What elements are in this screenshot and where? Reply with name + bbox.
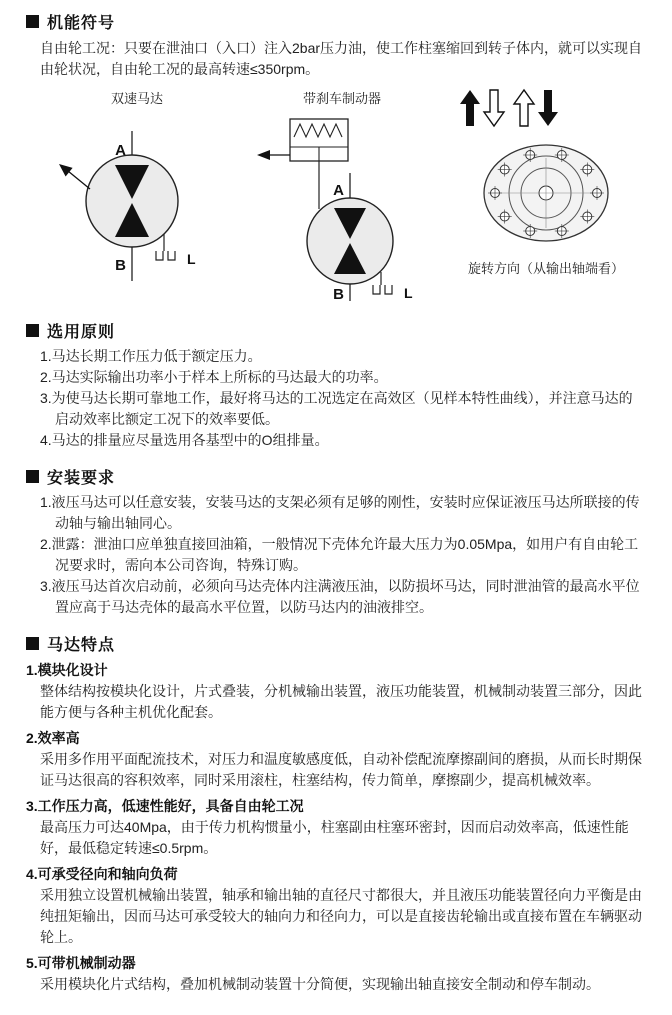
section-title-function-symbols: 机能符号: [47, 15, 116, 32]
feature-body: 采用独立设置机械输出装置，轴承和输出轴的直径尺寸都很大，并且液压功能装置径向力平衡是由纯扭矩输出，因而马达可承受较大的轴向力和径向力，可以是直接齿轮输出或直接布置在车辆驱动轮上。: [40, 887, 642, 945]
list-item: 1.液压马达可以任意安装，安装马达的支架必须有足够的刚性，安装时应保证液压马达所联接的传动轴与输出轴同心。: [40, 494, 640, 531]
brake-motor-caption: 带刹车制动器: [302, 91, 381, 106]
section-header-installation-requirements: [26, 465, 646, 488]
dual-speed-motor-caption: 双速马达: [110, 91, 163, 106]
list-item: 4.马达的排量应尽量选用各基型中的O组排量。: [40, 432, 329, 448]
port-b-label: B: [333, 286, 344, 303]
section-marker-icon: [26, 470, 39, 483]
feature-heading: 3.工作压力高，低速性能好，具备自由轮工况: [26, 798, 304, 814]
section-header-function-symbols: [26, 10, 646, 33]
motor-features-list: [26, 660, 646, 995]
list-item: 2.泄露：泄油口应单独直接回油箱，一般情况下壳体允许最大压力为0.05Mpa，如用户有自由轮工况要求时，需向本公司咨询，特殊订购。: [40, 536, 639, 573]
section-marker-icon: [26, 324, 39, 337]
function-symbols-intro: 自由轮工况：只要在泄油口（入口）注入2bar压力油，使工作柱塞缩回到转子体内，就可以实现自由轮状况，自由轮工况的最高转速≤350rpm。: [40, 40, 643, 77]
rotation-direction-caption: 旋转方向（从输出轴端看）: [467, 261, 624, 276]
list-item: 3.为使马达长期可靠地工作，最好将马达的工况选定在高效区（见样本特性曲线），并注意马达的启动效率比额定工况下的效率要低。: [40, 390, 633, 427]
feature-heading: 2.效率高: [26, 730, 80, 746]
installation-requirements-list: [40, 492, 646, 618]
port-a-label: A: [115, 142, 126, 159]
port-a-label: A: [333, 182, 344, 199]
dual-speed-motor-diagram: [32, 109, 242, 287]
feature-item: [26, 864, 646, 948]
selection-principles-list: [40, 346, 646, 451]
brake-motor-figure: [242, 88, 442, 305]
feature-heading: 1.模块化设计: [26, 662, 108, 678]
output-flange-view: [484, 145, 608, 241]
port-l-label: L: [404, 285, 413, 301]
dual-speed-motor-figure: [32, 88, 242, 287]
section-title-selection-principles: 选用原则: [47, 324, 116, 341]
shaft-arrow-icon: [59, 164, 90, 189]
rotation-direction-diagram: [446, 88, 646, 256]
feature-item: [26, 728, 646, 791]
section-marker-icon: [26, 15, 39, 28]
section-header-selection-principles: [26, 319, 646, 342]
section-header-motor-features: [26, 632, 646, 655]
port-b-label: B: [115, 257, 126, 274]
direction-arrows-icon: [460, 90, 558, 126]
feature-body: 整体结构按模块化设计，片式叠装，分机械输出装置，液压功能装置，机械制动装置三部分，因此能方便与各种主机优化配套。: [40, 683, 642, 720]
section-marker-icon: [26, 637, 39, 650]
figures-row: [32, 88, 646, 305]
feature-item: [26, 660, 646, 723]
feature-body: 采用多作用平面配流技术，对压力和温度敏感度低，自动补偿配流摩擦副间的磨损，从而长时期保证马达很高的容积效率，同时采用滚柱，柱塞结构，传力简单，摩擦副少，提高机械效率。: [40, 751, 642, 788]
section-title-motor-features: 马达特点: [47, 637, 116, 654]
list-item: 1.马达长期工作压力低于额定压力。: [40, 348, 262, 364]
brake-release-arrow-icon: [257, 150, 290, 160]
section-title-installation-requirements: 安装要求: [47, 470, 116, 487]
brake-symbol: [290, 119, 348, 161]
port-l-label: L: [187, 251, 196, 267]
list-item: 2.马达实际输出功率小于样本上所标的马达最大的功率。: [40, 369, 388, 385]
rotation-direction-figure: [446, 88, 646, 277]
feature-heading: 5.可带机械制动器: [26, 955, 136, 971]
list-item: 3.液压马达首次启动前，必须向马达壳体内注满液压油，以防损坏马达，同时泄油管的最高水平位置应高于马达壳体的最高水平位置，以防马达内的油液排空。: [40, 578, 640, 615]
feature-heading: 4.可承受径向和轴向负荷: [26, 866, 178, 882]
feature-body: 最高压力可达40Mpa，由于传力机构惯量小，柱塞副由柱塞环密封，因而启动效率高，低速性能好，最低稳定转速≤0.5rpm。: [40, 819, 629, 856]
feature-body: 采用模块化片式结构，叠加机械制动装置十分简便，实现输出轴直接安全制动和停车制动。: [40, 976, 600, 992]
feature-item: [26, 953, 646, 995]
brake-motor-diagram: [242, 109, 442, 305]
feature-item: [26, 796, 646, 859]
